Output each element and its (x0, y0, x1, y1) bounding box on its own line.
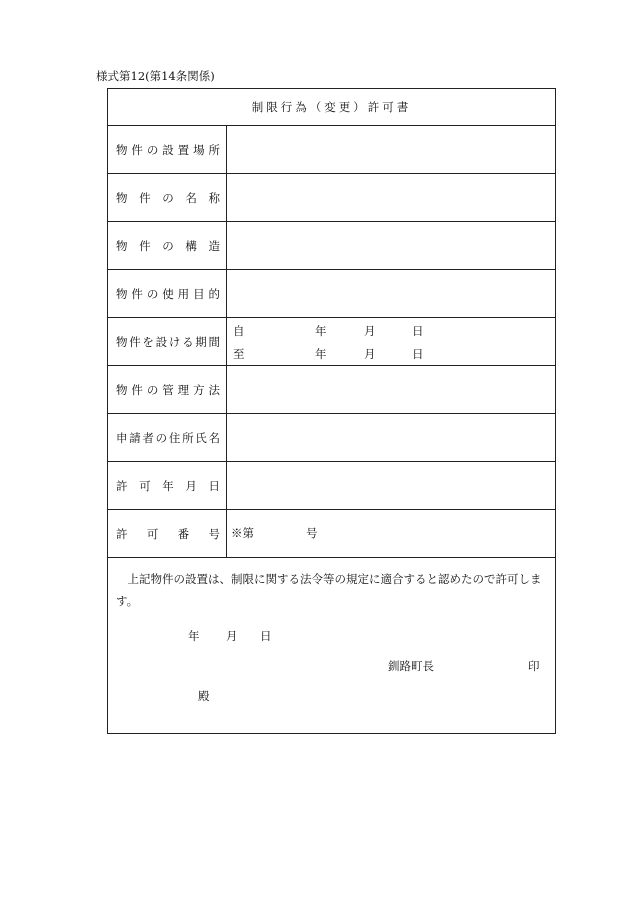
field-object-structure[interactable] (227, 222, 555, 269)
row-installation-place (108, 126, 555, 174)
row-management-method (108, 366, 555, 414)
statement-date-year: 年 (188, 629, 200, 643)
label-object-name: 物 件 の 名 称 (116, 190, 220, 205)
period-to-day: 日 (412, 347, 424, 361)
label-applicant: 申請者の住所氏名 (116, 430, 220, 445)
honorific: 殿 (198, 689, 210, 703)
period-from-day: 日 (412, 324, 424, 338)
period-to-year: 年 (315, 347, 327, 361)
period-from-month: 月 (364, 324, 376, 338)
label-usage-purpose: 物件の使用目的 (116, 286, 220, 301)
form-title: 制限行為（変更）許可書 (108, 89, 555, 126)
period-to-month: 月 (364, 347, 376, 361)
label-period: 物件を設ける期間 (116, 334, 220, 349)
row-applicant (108, 414, 555, 462)
field-management-method[interactable] (227, 366, 555, 413)
field-installation-place[interactable] (227, 126, 555, 173)
period-from-mark: 自 (233, 324, 245, 338)
row-usage-purpose (108, 270, 555, 318)
statement-text: 上記物件の設置は、制限に関する法令等の規定に適合すると認めたので許可します。 (116, 572, 542, 608)
row-permit-date (108, 462, 555, 510)
field-applicant[interactable] (227, 414, 555, 461)
seal-mark: 印 (528, 659, 540, 673)
label-object-structure: 物 件 の 構 造 (116, 238, 220, 253)
form-number-label: 様式第12(第14条関係) (96, 69, 215, 83)
issuer-name: 釧路町長 (388, 659, 434, 673)
label-permit-date: 許 可 年 月 日 (116, 478, 220, 493)
period-to-mark: 至 (233, 347, 245, 361)
field-usage-purpose[interactable] (227, 270, 555, 317)
row-permit-number (108, 510, 555, 558)
statement-date-month: 月 (226, 629, 238, 643)
row-object-structure (108, 222, 555, 270)
label-installation-place: 物件の設置場所 (116, 142, 220, 157)
period-from-year: 年 (315, 324, 327, 338)
field-object-name[interactable] (227, 174, 555, 221)
statement-section (108, 558, 555, 727)
field-period[interactable] (227, 318, 555, 365)
statement-date-day: 日 (260, 629, 272, 643)
row-object-name (108, 174, 555, 222)
row-period (108, 318, 555, 366)
field-permit-date[interactable] (227, 462, 555, 509)
permit-number-prefix: ※第 (231, 526, 254, 540)
permit-form (107, 88, 556, 734)
label-management-method: 物件の管理方法 (116, 382, 220, 397)
permit-number-suffix: 号 (306, 526, 318, 540)
field-permit-number[interactable] (227, 510, 555, 557)
label-permit-number: 許 可 番 号 (116, 526, 220, 541)
